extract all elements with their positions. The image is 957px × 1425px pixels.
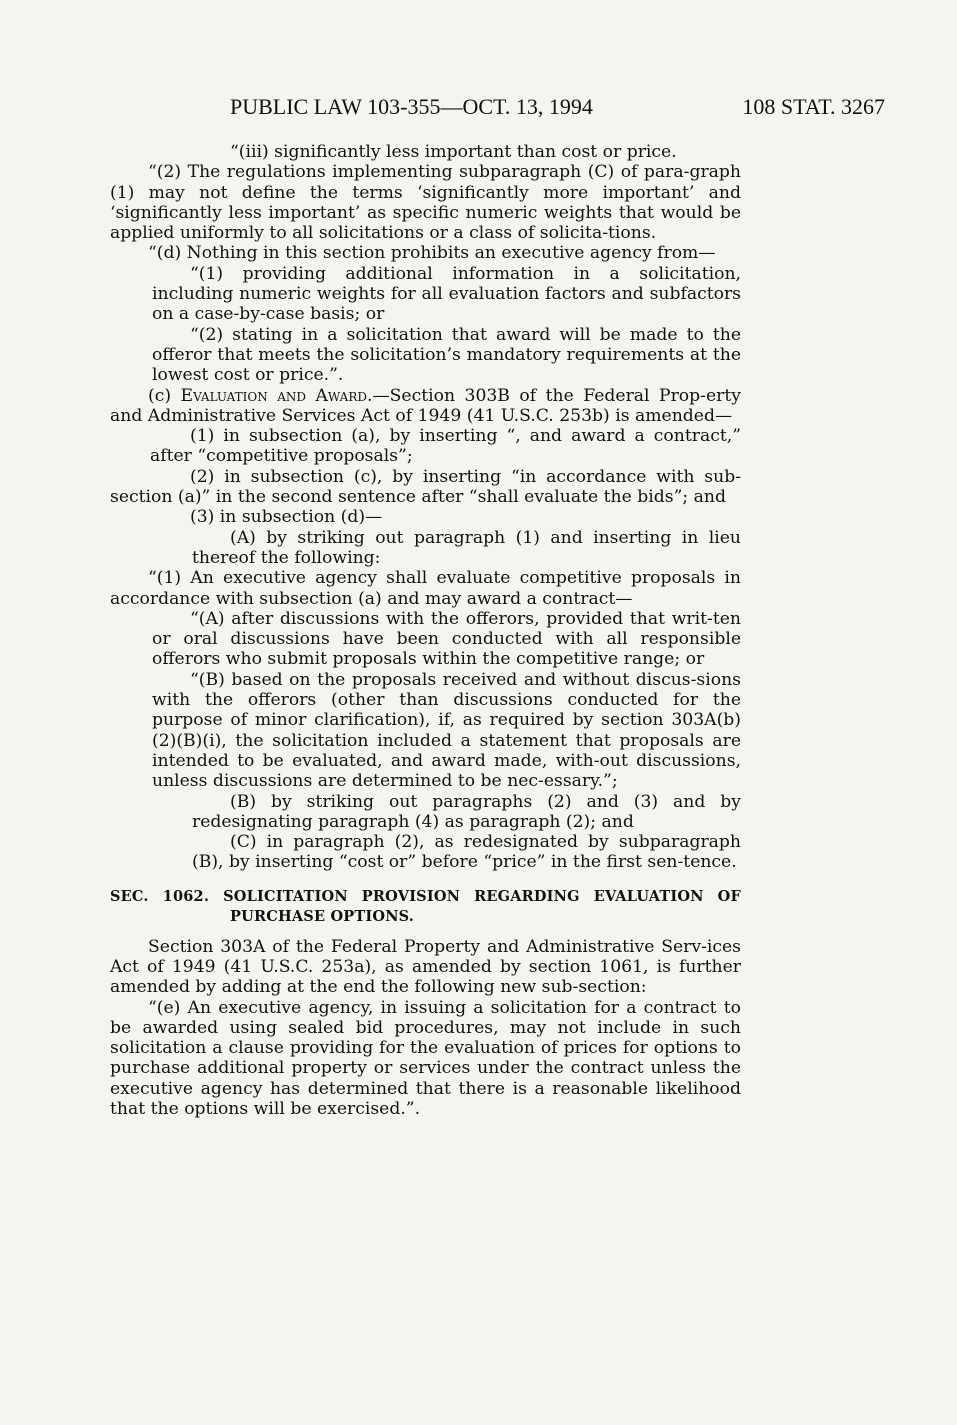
paragraph-e-executive-agency: “(e) An executive agency, in issuing a solicitation for a contract to be awarded using sealed bid procedures, may not include in such solicitation a clause providing for the evaluation of prices for options to purchase additional property or services under the contract unless the executive agency has determined that there is a reasonable likelihood that the options will be exercised.”.	[110, 997, 741, 1120]
paragraph-d1: “(1) providing additional information in a solicitation, including numeric weights for all evaluation factors and subfactors on a case-by-case basis; or	[152, 263, 741, 325]
header-title: PUBLIC LAW 103-355—OCT. 13, 1994	[230, 94, 593, 119]
item-2-subsection-c: (2) in subsection (c), by inserting “in accordance with sub-section (a)” in the second sentence after “shall evaluate the bids”; and	[110, 466, 741, 508]
paragraph-2-regulations: “(2) The regulations implementing subparagraph (C) of para-graph (1) may not define the terms ‘significantly more important’ and ‘significantly less important’ as specific numeric weights that would be applied uniformly to all solicitations or a class of solicita-tions.	[110, 162, 741, 244]
item-1-subsection-a: (1) in subsection (a), by inserting “, and award a contract,” after “competitive proposals”;	[150, 426, 741, 467]
section-heading: SEC. 1062. SOLICITATION PROVISION REGARDING EVALUATION OF PURCHASE OPTIONS.	[110, 887, 741, 925]
item-3-subsection-d: (3) in subsection (d)—	[190, 507, 383, 528]
paragraph-section-303A: Section 303A of the Federal Property and Administrative Serv-ices Act of 1949 (41 U.S.C. 253a), as amended by section 1061, is further amended by adding at the end the following new sub-section:	[110, 936, 741, 998]
paragraph-d2: “(2) stating in a solicitation that award will be made to the offeror that meets the solicitation’s mandatory requirements at the lowest cost or price.”.	[152, 324, 741, 386]
header-stat: 108 STAT. 3267	[742, 94, 885, 119]
caption-rest: —Section 303B of the Federal Prop-erty and Administrative Services Act of 1949 (41 U.S.C. 253b) is amended—	[110, 385, 741, 426]
caption-prefix: (c)	[148, 385, 181, 406]
document-body	[110, 142, 741, 1119]
paragraph-d-nothing: “(d) Nothing in this section prohibits an executive agency from—	[148, 243, 716, 264]
paragraph-iii: “(iii) significantly less important than cost or price.	[230, 142, 677, 162]
quoted-paragraph-1: “(1) An executive agency shall evaluate competitive proposals in accordance with subsection (a) and may award a contract—	[110, 568, 741, 609]
caption-evaluation-award: Evaluation and Award.	[180, 385, 373, 406]
item-C-inserting: (C) in paragraph (2), as redesignated by subparagraph (B), by inserting “cost or” before “price” in the first sen-tence.	[192, 832, 741, 873]
paragraph-c-evaluation	[110, 386, 741, 427]
quoted-item-A: “(A) after discussions with the offerors, provided that writ-ten or oral discussions have been conducted with all responsible offerors who submit proposals within the competitive range; or	[152, 608, 741, 670]
item-A-striking: (A) by striking out paragraph (1) and inserting in lieu thereof the following:	[192, 527, 741, 568]
running-header	[230, 94, 885, 120]
item-B-striking: (B) by striking out paragraphs (2) and (3) and by redesignating paragraph (4) as paragraph (2); and	[192, 791, 741, 832]
quoted-item-B: “(B) based on the proposals received and without discus-sions with the offerors (other than discussions conducted for the purpose of minor clarification), if, as required by section 303A(b)(2)(B)(i), the solicitation included a statement that proposals are intended to be evaluated, and award made, with-out discussions, unless discussions are determined to be nec-essary.”;	[152, 669, 741, 792]
